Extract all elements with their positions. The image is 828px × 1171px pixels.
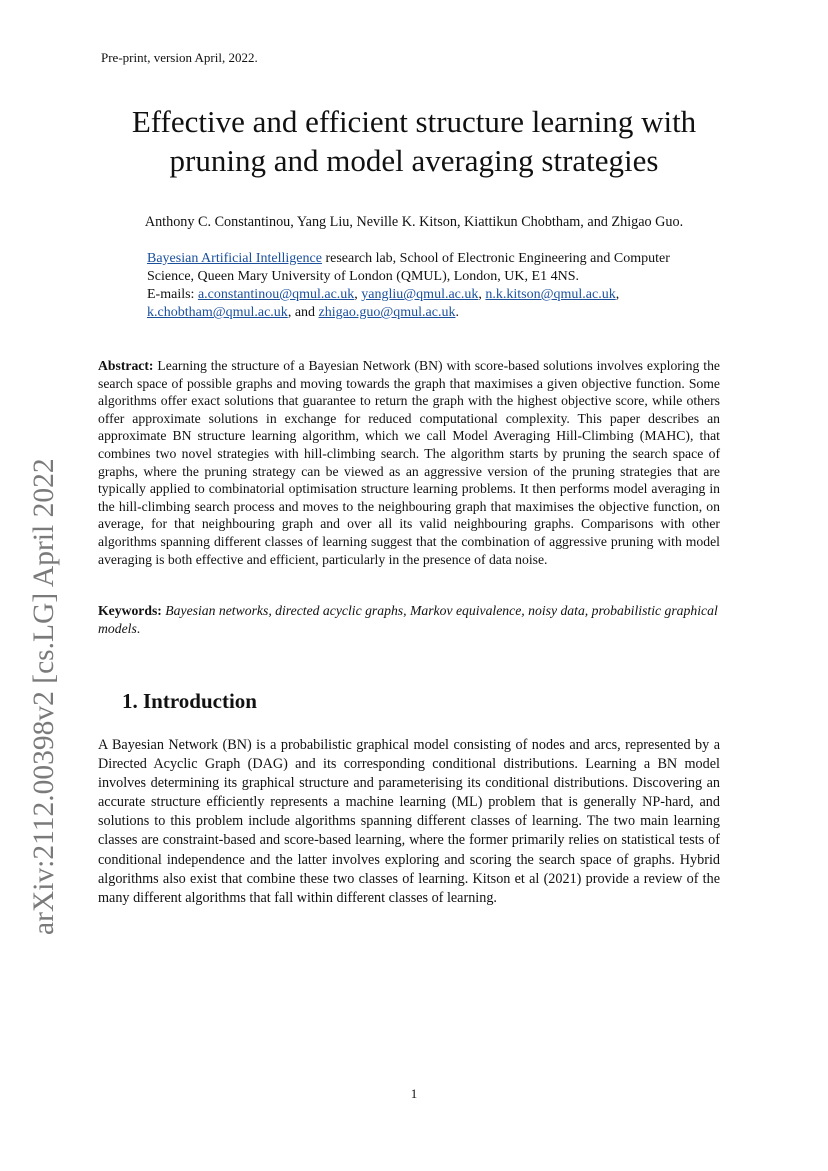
section-heading-introduction: 1. Introduction: [122, 689, 257, 713]
keywords-text: Bayesian networks, directed acyclic graphs, Markov equivalence, noisy data, probabilistic graphical models: [98, 603, 718, 636]
abstract-text: Learning the structure of a Bayesian Network (BN) with score-based solutions involves exploring the search space of possible graphs and moving towards the graph that maximises a given objective function. Some algorithms offer exact solutions that guarantee to return the graph with the highest objective score, while others offer approximate solutions in exchange for reduced computational complexity. This paper describes an approximate BN structure learning algorithm, which we call Model Averaging Hill-Climbing (MAHC), that combines two novel strategies with hill-climbing search. The algorithm starts by pruning the search space of graphs, where the pruning strategy can be viewed as an aggressive version of the pruning strategies that are typically applied to combinatorial optimisation structure learning problems. It then performs model averaging in the hill-climbing search process and moves to the neighbouring graph that maximises the objective function, on average, for that neighbouring graph and over all its valid neighbouring graphs. Comparisons with other algorithms spanning different classes of learning suggest that the combination of aggressive pruning with model averaging is both effective and efficient, particularly in the presence of data noise.: [98, 358, 720, 567]
affiliation-line1: research lab, School of Electronic Engineering and Computer: [321, 251, 670, 266]
email-link[interactable]: zhigao.guo@qmul.ac.uk: [318, 305, 456, 320]
title-line-2: pruning and model averaging strategies: [169, 143, 659, 178]
lab-link[interactable]: Bayesian Artificial Intelligence: [147, 251, 322, 266]
abstract: [98, 357, 720, 568]
keywords: Keywords: Bayesian networks, directed acyclic graphs, Markov equivalence, noisy data, probabilistic graphical models.: [98, 603, 718, 636]
preprint-note: Pre-print, version April, 2022.: [101, 50, 258, 65]
affiliation: Bayesian Artificial Intelligence research lab, School of Electronic Engineering and Computer Science, Queen Mary University of London (QMUL), London, UK, E1 4NS. E-mails: a.constantinou@qmul.ac.uk, yangliu@qmul.ac.uk, n.k.kitson@qmul.ac.uk, k.chobtham@qmul.ac.uk, and zhigao.guo@qmul.ac.uk.: [147, 251, 670, 320]
email-link[interactable]: n.k.kitson@qmul.ac.uk: [485, 287, 616, 302]
arxiv-identifier: arXiv:2112.00398v2 [cs.LG] April 2022: [28, 458, 60, 935]
and-separator: , and: [287, 305, 319, 320]
introduction-paragraph: A Bayesian Network (BN) is a probabilistic graphical model consisting of nodes and arcs, represented by a Directed Acyclic Graph (DAG) and its corresponding conditional distributions. Learning a BN model involves determining its graphical structure and parameterising its conditional distributions. Discovering an accurate structure efficiently represents a machine learning (ML) problem that is generally NP-hard, and solutions to this problem include algorithms spanning different classes of learning. The two main learning classes are constraint-based and score-based learning, where the former primarily relies on statistical tests of conditional independence and the latter involves exploring and scoring the search space of graphs. Hybrid algorithms also exist that combine these two classes of learning. Kitson et al (2021) provide a review of the many different algorithms that fall within different classes of learning.: [98, 737, 720, 906]
email-link[interactable]: yangliu@qmul.ac.uk: [361, 287, 479, 302]
email-link[interactable]: k.chobtham@qmul.ac.uk: [147, 305, 288, 320]
affiliation-line2: Science, Queen Mary University of London (QMUL), London, UK, E1 4NS.: [147, 269, 579, 284]
email-link[interactable]: a.constantinou@qmul.ac.uk: [197, 287, 355, 302]
title-line-1: Effective and efficient structure learning with: [131, 104, 697, 139]
author-list: Anthony C. Constantinou, Yang Liu, Neville K. Kitson, Kiattikun Chobtham, and Zhigao Guo.: [144, 214, 684, 230]
emails-label: E-mails:: [147, 287, 198, 302]
page-number: 1: [410, 1086, 418, 1101]
paper-title: [60, 102, 768, 180]
keywords-label: Keywords:: [98, 603, 162, 618]
abstract-label: Abstract:: [98, 358, 154, 373]
